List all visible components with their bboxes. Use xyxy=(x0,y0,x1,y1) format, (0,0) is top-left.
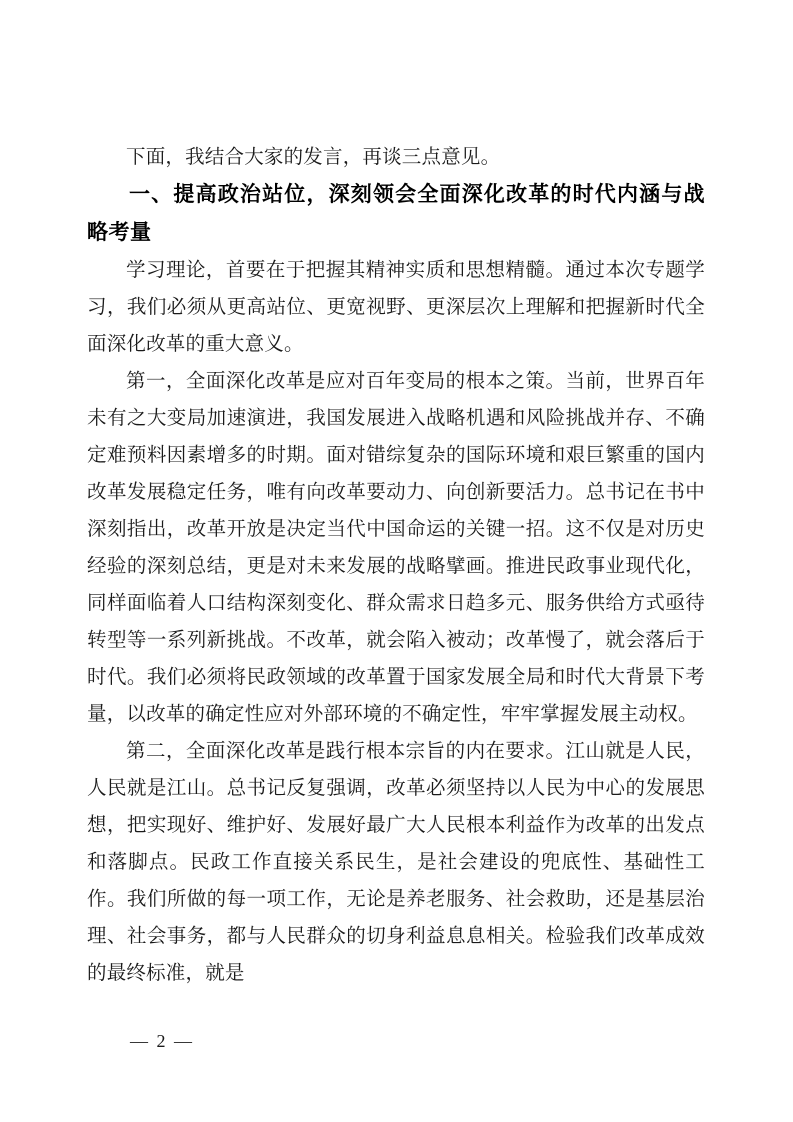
document-body xyxy=(87,139,705,992)
body-paragraph-1: 学习理论，首要在于把握其精神实质和思想精髓。通过本次专题学习，我们必须从更高站位、更宽视野、更深层次上理解和把握新时代全面深化改革的重大意义。 xyxy=(87,260,705,355)
page-number: — 2 — xyxy=(130,1031,194,1051)
section-heading: 一、提高政治站位，深刻领会全面深化改革的时代内涵与战略考量 xyxy=(87,183,705,244)
body-paragraph-2: 第一，全面深化改革是应对百年变局的根本之策。当前，世界百年未有之大变局加速演进，我国发展进入战略机遇和风险挑战并存、不确定难预料因素增多的时期。面对错综复杂的国际环境和艰巨繁重的国内改革发展稳定任务，唯有向改革要动力、向创新要活力。总书记在书中深刻指出，改革开放是决定当代中国命运的关键一招。这不仅是对历史经验的深刻总结，更是对未来发展的战略擘画。推进民政事业现代化，同样面临着人口结构深刻变化、群众需求日趋多元、服务供给方式亟待转型等一系列新挑战。不改革，就会陷入被动；改革慢了，就会落后于时代。我们必须将民政领域的改革置于国家发展全局和时代大背景下考量，以改革的确定性应对外部环境的不确定性，牢牢掌握发展主动权。 xyxy=(87,371,705,725)
body-paragraph-3: 第二，全面深化改革是践行根本宗旨的内在要求。江山就是人民，人民就是江山。总书记反复强调，改革必须坚持以人民为中心的发展思想，把实现好、维护好、发展好最广大人民根本利益作为改革的出发点和落脚点。民政工作直接关系民生，是社会建设的兜底性、基础性工作。我们所做的每一项工作，无论是养老服务、社会救助，还是基层治理、社会事务，都与人民群众的切身利益息息相关。检验我们改革成效的最终标准，就是 xyxy=(87,741,705,984)
intro-paragraph: 下面，我结合大家的发言，再谈三点意见。 xyxy=(126,147,501,168)
